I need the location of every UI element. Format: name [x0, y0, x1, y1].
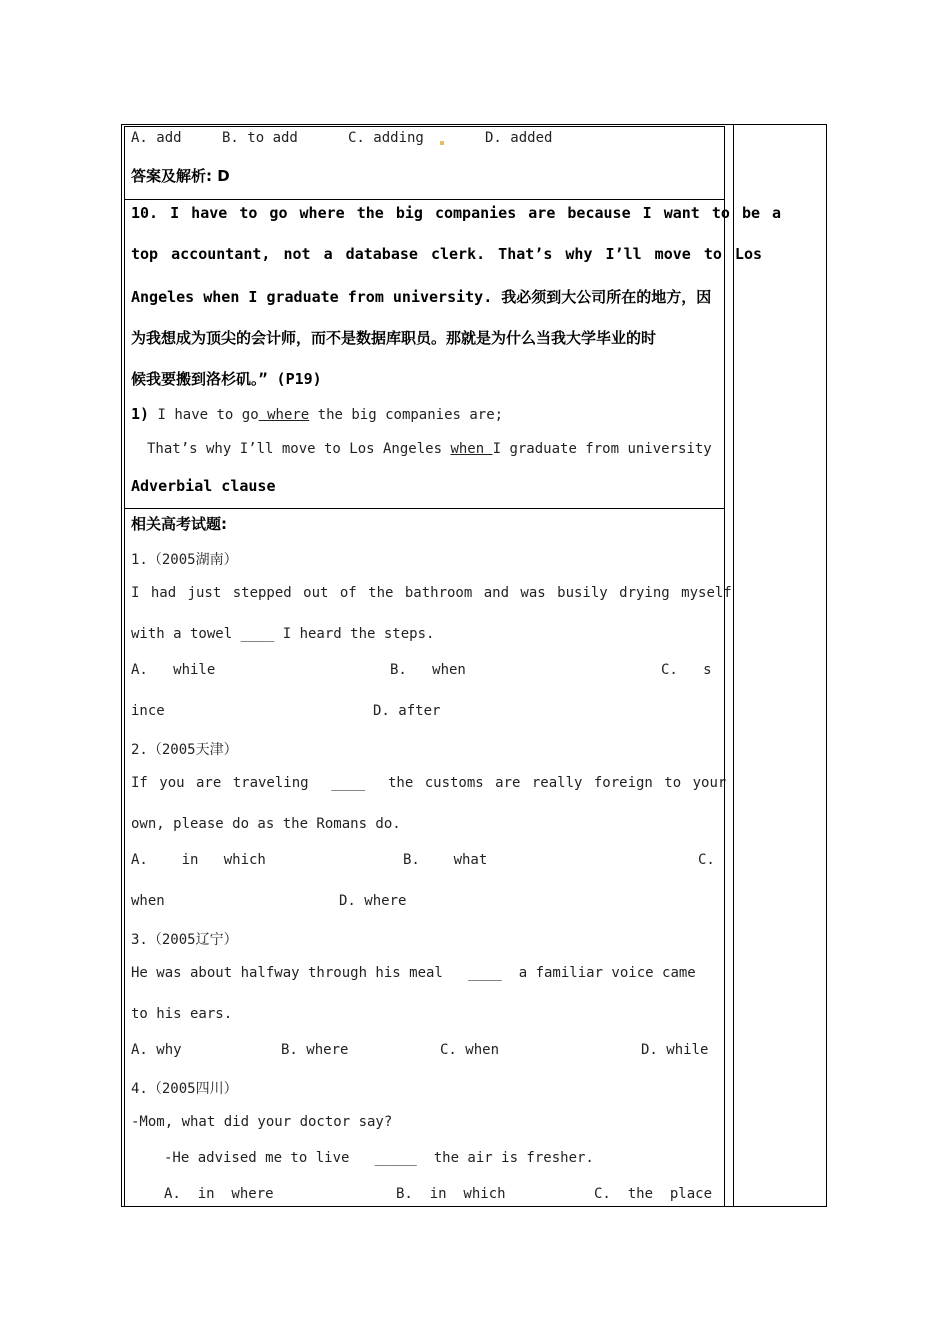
point-b-underlined: when [450, 441, 493, 457]
q10-line-1: 10. I have to go where the big companies are because I want to be a [131, 204, 782, 222]
exam-q2-option-d: D. where [339, 893, 407, 909]
point-b-pre: That’s why I’ll move to Los Angeles [147, 441, 451, 457]
point-number: 1) [131, 405, 150, 423]
exam-q3-option-a: A. why [131, 1042, 182, 1058]
exam-q2-option-b: B. what [403, 852, 488, 868]
q9-answer: 答案及解析: D [131, 167, 230, 185]
highlight-mark [440, 141, 444, 145]
exam-q4-line-2: -He advised me to live _____ the air is fresher. [164, 1150, 594, 1166]
exam-q2-title: 2.（2005天津） [131, 742, 238, 758]
exam-q3-option-d: D. while [641, 1042, 709, 1058]
q9-option-a: A. add [131, 130, 182, 146]
exam-q2-option-c-cont: when [131, 893, 165, 909]
exam-q1-line-2: with a towel ____ I heard the steps. [131, 626, 435, 642]
q10-line-4: 为我想成为顶尖的会计师，而不是数据库职员。那就是为什么当我大学毕业的时 [131, 329, 657, 347]
exam-q3-option-c: C. when [440, 1042, 500, 1058]
exam-q3-line-1: He was about halfway through his meal ____ a familiar voice came [131, 965, 696, 981]
exam-q2-option-c: C. [698, 852, 715, 868]
exam-q3-option-b: B. where [281, 1042, 349, 1058]
point-a-underlined: where [258, 407, 310, 423]
point-a-pre: I have to go [157, 407, 259, 423]
conclusion: Adverbial clause [131, 477, 276, 495]
exam-q1-option-c: C. s [661, 662, 712, 678]
exam-q2-option-a: A. in which [131, 852, 266, 868]
exam-q4-option-c: C. the place [594, 1186, 713, 1202]
point-a-post: the big companies are; [309, 407, 504, 423]
exam-q4-option-a: A. in where [164, 1186, 274, 1202]
exam-q4-title: 4.（2005四川） [131, 1081, 238, 1097]
exam-q1-option-c-cont: ince [131, 703, 165, 719]
exam-q1-option-a: A. while [131, 662, 216, 678]
exam-q4-option-b: B. in which [396, 1186, 506, 1202]
exam-q1-title: 1.（2005湖南） [131, 552, 238, 568]
exam-q4-line-1: -Mom, what did your doctor say? [131, 1114, 393, 1130]
exam-q1-option-d: D. after [373, 703, 441, 719]
q10-line-3: Angeles when I graduate from university. 我必须到大公司所在的地方，因 [131, 288, 712, 306]
exam-q1-option-b: B. when [390, 662, 466, 678]
exam-q2-line-2: own, please do as the Romans do. [131, 816, 401, 832]
exam-q1-line-1: I had just stepped out of the bathroom and was busily drying myself [131, 585, 732, 601]
q9-option-d: D. added [485, 130, 553, 146]
right-column-divider [733, 124, 734, 1207]
point-1b [147, 441, 712, 457]
q10-line-2: top accountant, not a database clerk. That’s why I’ll move to Los [131, 245, 762, 263]
q9-option-c: C. adding [348, 130, 424, 146]
exam-q3-title: 3.（2005辽宁） [131, 932, 238, 948]
exam-heading: 相关高考试题: [131, 515, 227, 533]
point-b-post: I graduate from university [492, 441, 712, 457]
answer-cell-border [124, 126, 725, 200]
q10-line-5: 候我要搬到洛杉矶。” (P19) [131, 370, 322, 388]
exam-q3-line-2: to his ears. [131, 1006, 233, 1022]
point-1 [131, 405, 503, 423]
exam-q2-line-1: If you are traveling ____ the customs are really foreign to your [131, 775, 727, 791]
q9-option-b: B. to add [222, 130, 298, 146]
